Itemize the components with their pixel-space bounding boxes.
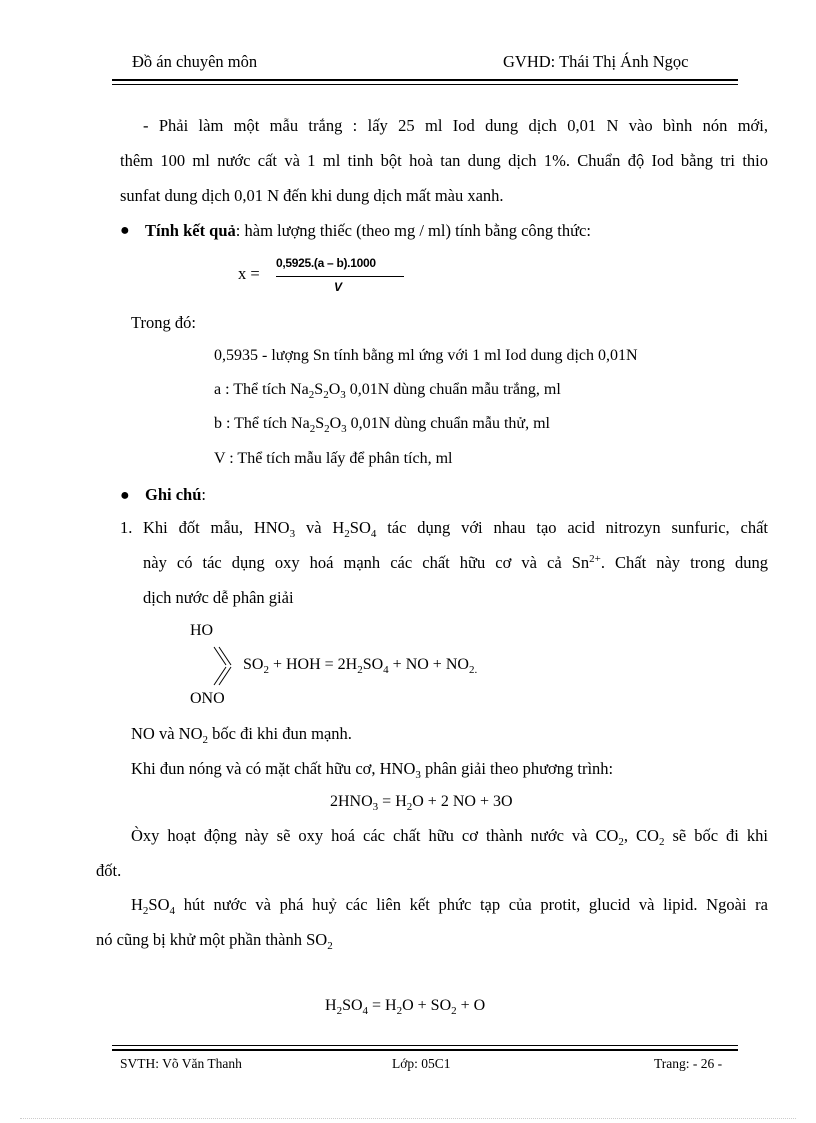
- eq1-ono: ONO: [190, 690, 225, 707]
- h2so4-line-1: $H_2SO_4$ hút nước và phá huỷ các liên kết phức tạp của protit, glucid và lipid. Ngoài ra: [131, 895, 768, 917]
- footer-page-number: Trang: - 26 -: [654, 1056, 723, 1071]
- note-line-1: Khi đốt mẫu, $HNO_3$ và $H_2SO_4$ tác dụng với nhau tạo acid nitrozyn sunfuric, chất: [143, 518, 768, 540]
- formula-numerator: 0,5925.(a – b).1000: [276, 256, 376, 270]
- note-line-2: này có tác dụng oxy hoá mạnh các chất hữu cơ và cả $Sn^{2+}$. Chất này trong dung: [143, 553, 768, 572]
- header-supervisor: GVHD: Thái Thị Ánh Ngọc: [503, 52, 689, 71]
- eq2: $2HNO_3 = H_2O + 2$ NO + 3O: [330, 793, 513, 813]
- header-rule-thick: [112, 79, 738, 81]
- where-line-v: V : Thể tích mẫu lấy để phân tích, ml: [214, 450, 453, 467]
- oxy-line-1: Òxy hoạt động này sẽ oxy hoá các chất hữu cơ thành nước và $CO_2$, $CO_2$ sẽ bốc đi khi: [131, 826, 768, 848]
- header-course-title: Đồ án chuyên môn: [132, 52, 258, 71]
- double-bond-icon: [212, 645, 234, 687]
- footer-rule-thick: [112, 1049, 738, 1051]
- oxy-line-2: đốt.: [96, 861, 122, 880]
- note-number: 1.: [120, 518, 133, 537]
- formula-denominator: V: [334, 280, 343, 294]
- heat-line: Khi đun nóng và có mặt chất hữu cơ, $HNO_3$ phân giải theo phương trình:: [131, 759, 614, 781]
- footer-student: SVTH: Võ Văn Thanh: [120, 1056, 242, 1071]
- footer-class: Lớp: 05C1: [392, 1056, 451, 1071]
- paragraph-line-3: sunfat dung dịch 0,01 N đến khi dung dịch mất màu xanh.: [120, 186, 504, 205]
- formula-x: x =: [238, 264, 260, 283]
- bullet-icon: ●: [120, 222, 130, 239]
- footer-rule-thin: [112, 1045, 738, 1046]
- header-rule-thin: [112, 84, 738, 85]
- eq1-ho: HO: [190, 622, 214, 639]
- where-title: Trong đó:: [131, 313, 196, 332]
- formula-fraction-bar: [276, 276, 404, 277]
- bullet-icon: ●: [120, 487, 130, 504]
- paragraph-line-2: thêm 100 ml nước cất và 1 ml tinh bột hoà tan dung dịch 1%. Chuẩn độ Iod bằng tri thio: [120, 151, 768, 170]
- paragraph-line-1: - Phải làm một mẫu trắng : lấy 25 ml Iod dung dịch 0,01 N vào bình nón mới,: [143, 116, 768, 135]
- eq3: $H_2SO_4 = H_2O + SO_2 + O$: [325, 997, 486, 1017]
- where-line-b: b : Thể tích $Na_2S_2O_3$ 0,01N dùng chuẩn mẫu thử, ml: [214, 415, 550, 435]
- eq1-body: $SO_2$ + HOH = $2H_2SO_4$ + NO + $NO_{2.}$: [243, 656, 478, 676]
- h2so4-line-2: nó cũng bị khử một phần thành $SO_2$: [96, 930, 333, 952]
- result-heading: Tính kết quả: hàm lượng thiếc (theo mg / ml) tính bằng công thức:: [145, 221, 591, 240]
- where-line-a: a : Thể tích $Na_2S_2O_3$ 0,01N dùng chuẩn mẫu trắng, ml: [214, 381, 561, 401]
- page-bottom-dotted-line: [20, 1118, 796, 1119]
- note-heading: Ghi chú:: [145, 485, 206, 504]
- where-line-1: 0,5935 - lượng Sn tính bằng ml ứng với 1 ml Iod dung dịch 0,01N: [214, 347, 638, 364]
- note-line-3: dịch nước dễ phân giải: [143, 588, 294, 607]
- no-line: NO và $NO_2$ bốc đi khi đun mạnh.: [131, 724, 352, 746]
